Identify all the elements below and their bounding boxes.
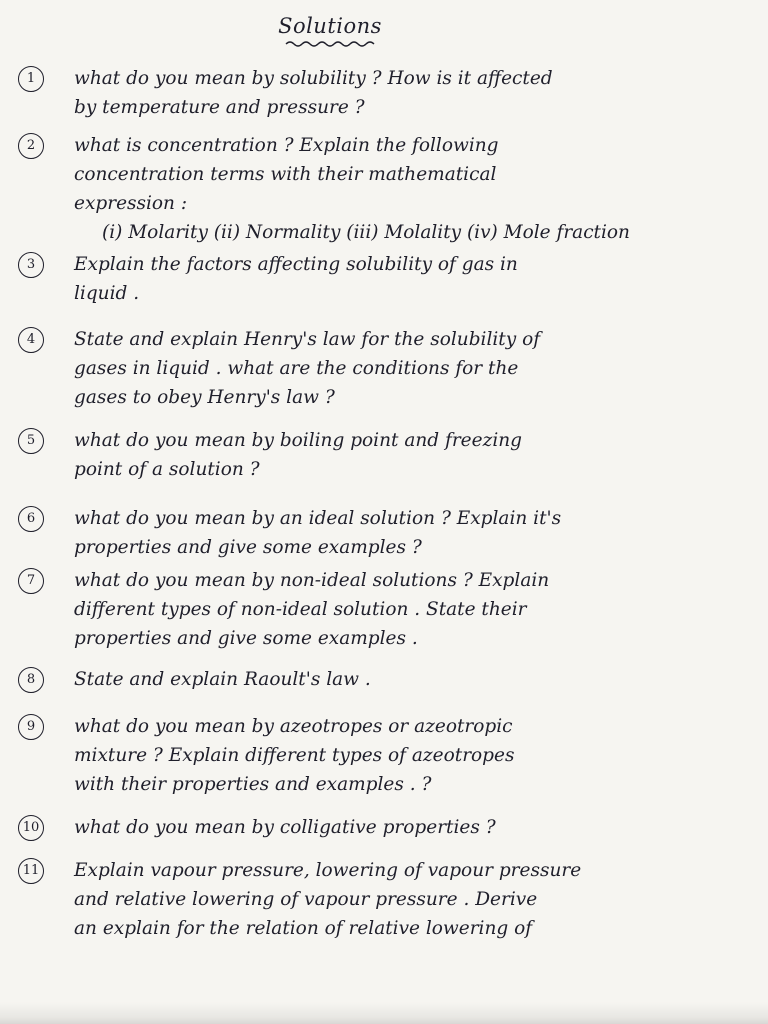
question-text-line: liquid .	[74, 283, 140, 304]
question-number: 1	[18, 66, 44, 92]
question-text-line: and relative lowering of vapour pressure . Derive	[74, 889, 538, 910]
question-text-line: mixture ? Explain different types of azeotropes	[74, 745, 515, 766]
question-text-line: properties and give some examples .	[74, 628, 418, 649]
question-number: 5	[18, 428, 44, 454]
question-number: 6	[18, 506, 44, 532]
question-text-line: Explain the factors affecting solubility of gas in	[74, 254, 518, 275]
question-number: 4	[18, 327, 44, 353]
question-subitems: (i) Molarity (ii) Normality (iii) Molality (iv) Mole fraction	[102, 222, 630, 243]
question-number: 11	[18, 858, 44, 884]
question-text-line: State and explain Henry's law for the solubility of	[74, 329, 541, 350]
wavy-underline-icon	[284, 39, 376, 49]
question-text-line: with their properties and examples . ?	[74, 774, 432, 795]
question-text-line: gases in liquid . what are the conditions for the	[74, 358, 519, 379]
question-number: 9	[18, 714, 44, 740]
question-text-line: State and explain Raoult's law .	[74, 669, 371, 690]
question-text-line: what do you mean by an ideal solution ? Explain it's	[74, 508, 562, 529]
question-11	[14, 856, 756, 943]
question-text-line: properties and give some examples ?	[74, 537, 422, 558]
question-3	[14, 250, 756, 308]
question-text-line: what do you mean by solubility ? How is it affected	[74, 68, 553, 89]
question-8	[14, 665, 756, 694]
question-text-line: expression :	[74, 193, 188, 214]
title-block	[230, 14, 430, 49]
question-number: 8	[18, 667, 44, 693]
question-5	[14, 426, 756, 484]
question-text-line: concentration terms with their mathematical	[74, 164, 497, 185]
question-text-line: by temperature and pressure ?	[74, 97, 365, 118]
question-text-line: an explain for the relation of relative lowering of	[74, 918, 533, 939]
question-text-line: gases to obey Henry's law ?	[74, 387, 335, 408]
question-10	[14, 813, 756, 842]
question-text-line: what do you mean by colligative properties ?	[74, 817, 496, 838]
page-title: Solutions	[278, 14, 382, 38]
question-2	[14, 131, 756, 247]
question-number: 10	[18, 815, 44, 841]
question-4	[14, 325, 756, 412]
question-7	[14, 566, 756, 653]
question-text-line: point of a solution ?	[74, 459, 260, 480]
question-text-line: what do you mean by boiling point and freezing	[74, 430, 523, 451]
question-list	[14, 64, 756, 943]
question-text-line: what is concentration ? Explain the following	[74, 135, 499, 156]
question-text-line: Explain vapour pressure, lowering of vapour pressure	[74, 860, 582, 881]
question-text-line: what do you mean by non-ideal solutions ? Explain	[74, 570, 550, 591]
question-1	[14, 64, 756, 122]
question-number: 3	[18, 252, 44, 278]
page-edge-shadow	[0, 1002, 768, 1024]
question-text-line: what do you mean by azeotropes or azeotropic	[74, 716, 513, 737]
question-9	[14, 712, 756, 799]
question-number: 2	[18, 133, 44, 159]
question-number: 7	[18, 568, 44, 594]
question-text-line: different types of non-ideal solution . State their	[74, 599, 527, 620]
question-6	[14, 504, 756, 562]
